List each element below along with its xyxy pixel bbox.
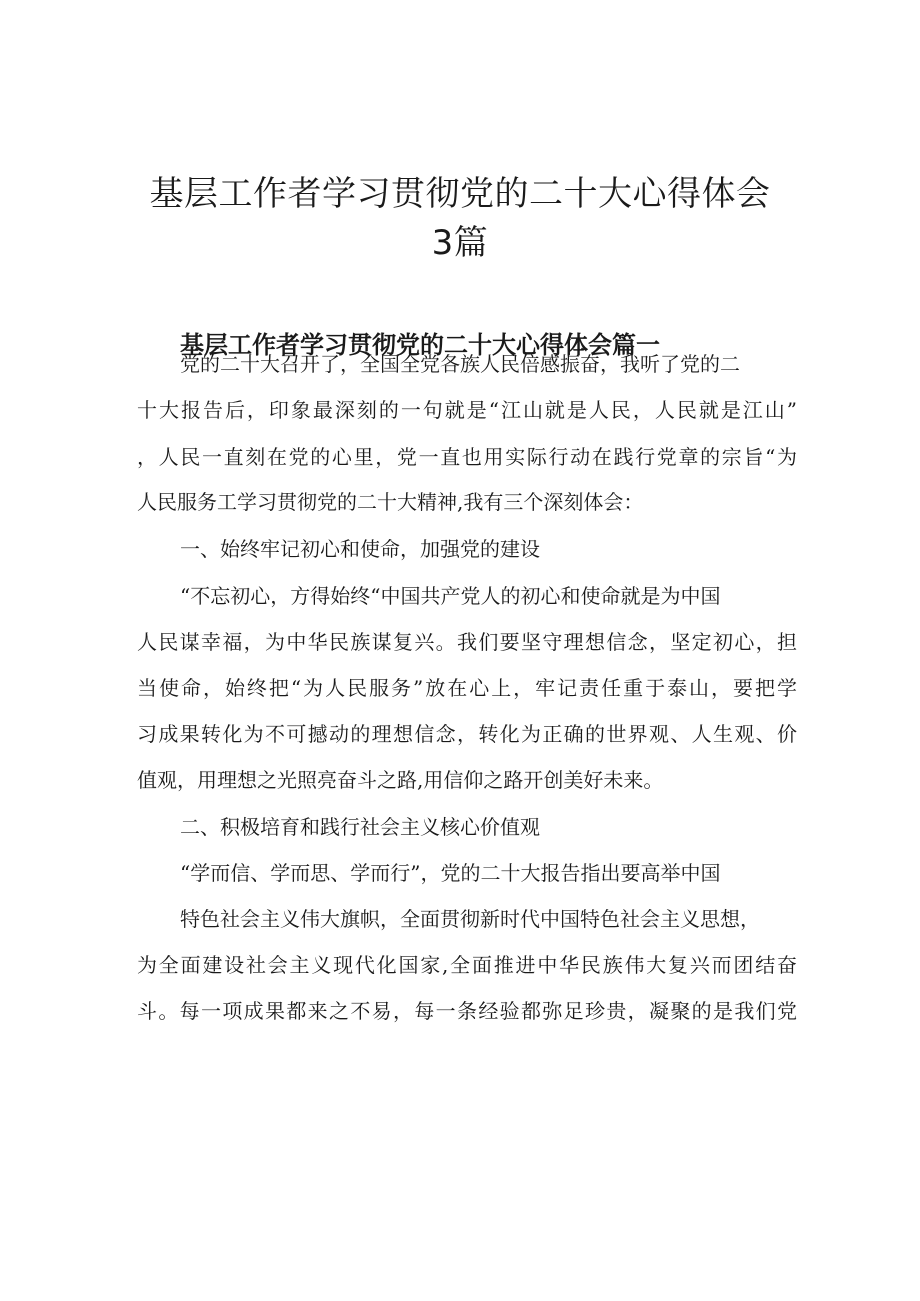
paragraph-line: “不忘初心，方得始终“中国共产党人的初心和使命就是为中国 [180,584,721,608]
paragraph-line: 值观，用理想之光照亮奋斗之路,用信仰之路开创美好未来。 [137,768,664,792]
paragraph-line: ，人民一直刻在党的心里，党一直也用实际行动在践行党章的宗旨“为 [137,445,797,469]
section-heading: 基层工作者学习贯彻党的二十大心得体会篇一 [180,331,660,359]
document-title-line-1: 基层工作者学习贯彻党的二十大心得体会 [149,174,771,214]
document-title-line-2: 3篇 [431,223,489,263]
paragraph-line: 当使命，始终把“为人民服务”放在心上，牢记责任重于泰山，要把学 [137,676,797,700]
subheading-line: 二、积极培育和践行社会主义核心价值观 [180,815,540,839]
paragraph-line: “学而信、学而思、学而行”，党的二十大报告指出要高举中国 [180,861,721,885]
paragraph-line: 十大报告后，印象最深刻的一句就是“江山就是人民，人民就是江山” [137,398,797,422]
paragraph-line: 为全面建设社会主义现代化国家,全面推进中华民族伟大复兴而团结奋 [137,953,797,977]
paragraph-line: 人民谋幸福，为中华民族谋复兴。我们要坚守理想信念，坚定初心，担 [137,630,797,654]
paragraph-line: 党的二十大召开了，全国全党各族人民倍感振奋，我听了党的二 [180,352,740,376]
paragraph-line: 斗。每一项成果都来之不易，每一条经验都弥足珍贵，凝聚的是我们党 [137,999,797,1023]
paragraph-line: 特色社会主义伟大旗帜，全面贯彻新时代中国特色社会主义思想， [180,907,760,931]
paragraph-line: 人民服务工学习贯彻党的二十大精神,我有三个深刻体会： [137,490,644,514]
subheading-line: 一、始终牢记初心和使命，加强党的建设 [180,537,540,561]
paragraph-line: 习成果转化为不可撼动的理想信念，转化为正确的世界观、人生观、价 [137,722,797,746]
